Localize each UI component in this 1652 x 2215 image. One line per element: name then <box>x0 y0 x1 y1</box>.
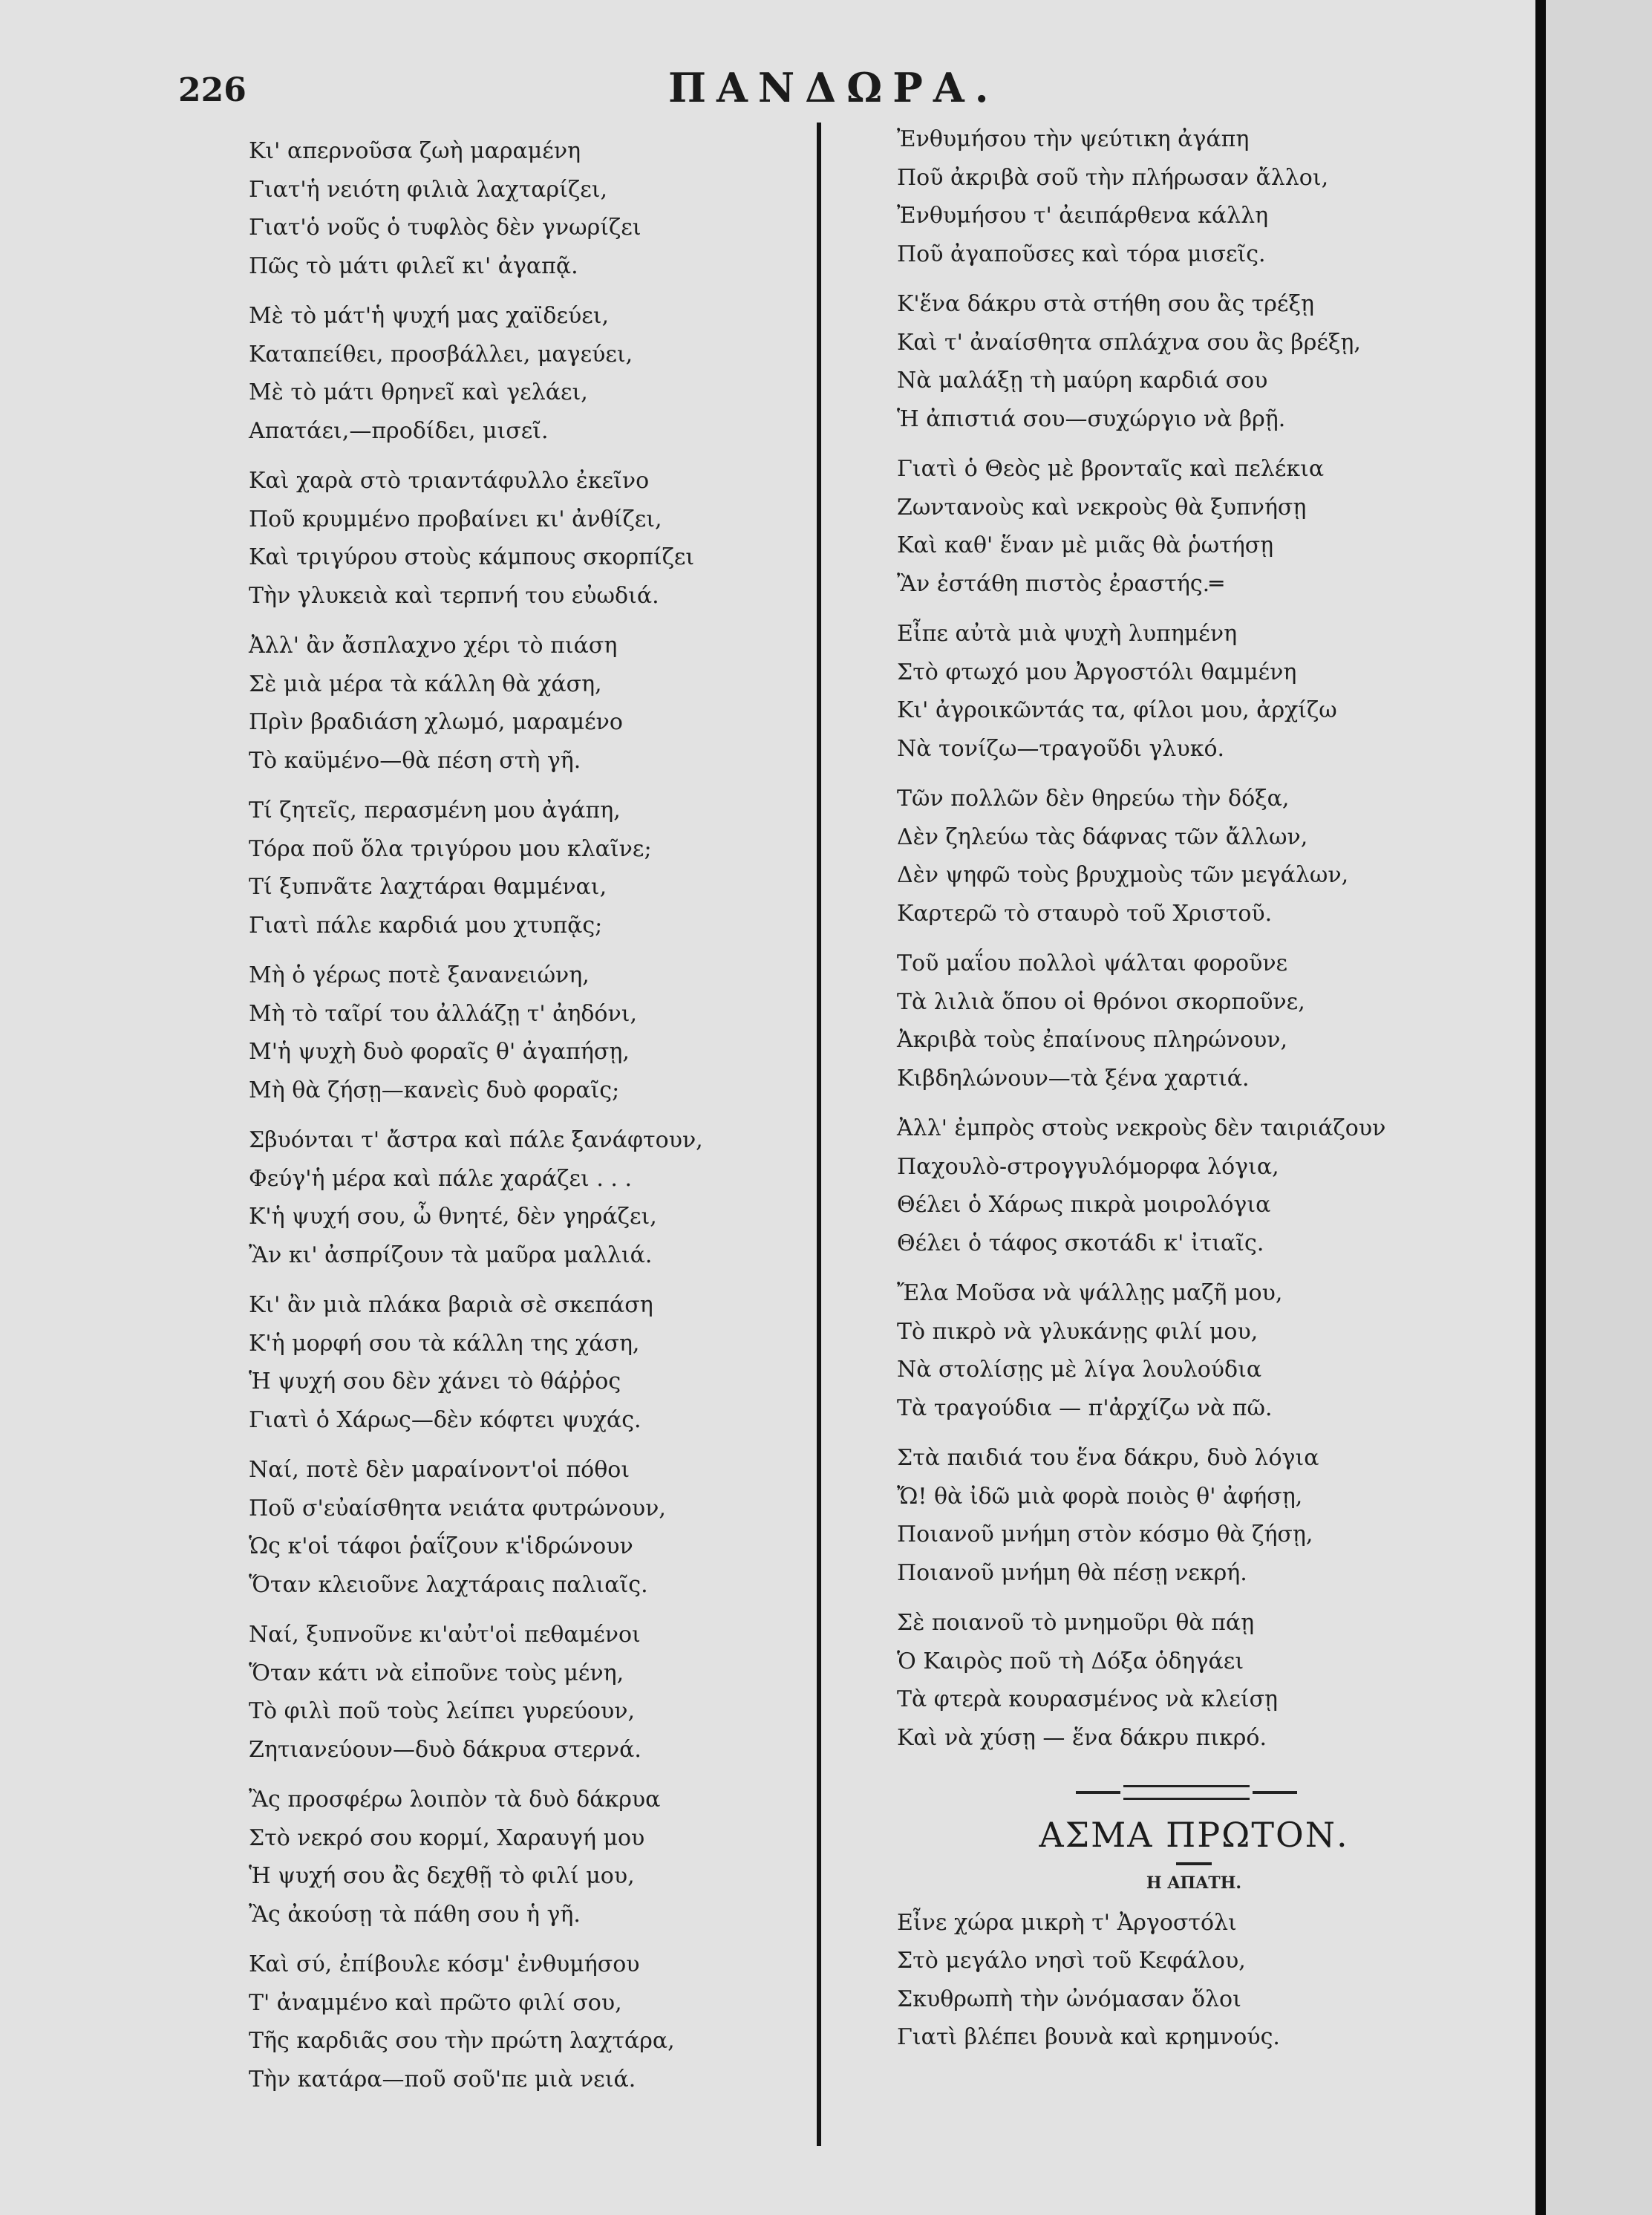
verse-line: Πῶς τὸ μάτι φιλεῖ κι' ἀγαπᾷ. <box>249 252 578 279</box>
verse-line: Ἂς ἀκούσῃ τὰ πάθη σου ἡ γῆ. <box>249 1901 581 1928</box>
verse-line: Πρὶν βραδιάση χλωμό, μαραμένο <box>249 709 623 735</box>
section-subtitle: Η ΑΠΑΤΗ. <box>1146 1873 1242 1893</box>
ornament-knot <box>1123 1785 1250 1800</box>
verse-line: Ζωντανοὺς καὶ νεκροὺς θὰ ξυπνήσῃ <box>897 494 1307 521</box>
verse-line: Θέλει ὁ τάφος σκοτάδι κ' ἰτιαῖς. <box>897 1230 1264 1256</box>
verse-line: Τὴν κατάρα—ποῦ σοῦ'πε μιὰ νειά. <box>249 2066 636 2092</box>
verse-line: Ἡ ἀπιστιά σου—συχώργιο νὰ βρῇ. <box>897 405 1286 432</box>
verse-line: Σβυόνται τ' ἄστρα καὶ πάλε ξανάφτουν, <box>249 1127 703 1153</box>
verse-line: Καὶ χαρὰ στὸ τριαντάφυλλο ἐκεῖνο <box>249 468 650 494</box>
verse-line: Ἂς προσφέρω λοιπὸν τὰ δυὸ δάκρυα <box>249 1787 661 1813</box>
verse-line: Σκυθρωπὴ τὴν ὠνόμασαν ὅλοι <box>897 1986 1241 2012</box>
stanza <box>249 1781 798 1934</box>
verse-line: Παχουλὸ-στρογγυλόμορφα λόγια, <box>897 1153 1279 1180</box>
verse-line: Μὴ θὰ ζήσῃ—κανεὶς δυὸ φοραῖς; <box>249 1077 620 1103</box>
right-column-verses <box>897 120 1461 1757</box>
title-rule <box>1176 1862 1212 1865</box>
verse-line: Γιατ'ὁ νοῦς ὁ τυφλὸς δὲν γνωρίζει <box>249 215 641 241</box>
verse-line: Δὲν ψηφῶ τοὺς βρυχμοὺς τῶν μεγάλων, <box>897 862 1349 888</box>
stanza <box>897 945 1461 1097</box>
stanza <box>897 120 1461 273</box>
verse-line: Κι' ἀγροικῶντάς τα, φίλοι μου, ἀρχίζω <box>897 697 1337 723</box>
verse-line: Καὶ καθ' ἕναν μὲ μιᾶς θὰ ῥωτήσῃ <box>897 532 1274 558</box>
verse-line: Ὤ! θὰ ἰδῶ μιὰ φορὰ ποιὸς θ' ἀφήσῃ, <box>897 1483 1303 1510</box>
verse-line: Τὸ φιλὶ ποῦ τοὺς λείπει γυρεύουν, <box>249 1698 636 1724</box>
verse-line: Τὰ λιλιὰ ὅπου οἱ θρόνοι σκορποῦνε, <box>897 988 1305 1015</box>
verse-line: Σὲ μιὰ μέρα τὰ κάλλη θὰ χάση, <box>249 671 602 697</box>
verse-line: Γιατ'ἡ νειότη φιλιὰ λαχταρίζει, <box>249 176 608 203</box>
verse-line: Κ'ἕνα δάκρυ στὰ στήθη σου ἂς τρέξῃ <box>897 291 1314 317</box>
stanza <box>249 1451 798 1604</box>
ornament-bar-left <box>1076 1791 1120 1794</box>
stanza <box>249 1616 798 1769</box>
verse-line: Καταπείθει, προσβάλλει, μαγεύει, <box>249 341 633 368</box>
verse-line: Μὲ τὸ μάτι θρηνεῖ καὶ γελάει, <box>249 379 588 405</box>
stanza <box>897 1439 1461 1592</box>
verse-line: Καὶ τ' ἀναίσθητα σπλάχνα σου ἂς βρέξῃ, <box>897 329 1361 356</box>
verse-line: Ὅταν κάτι νὰ εἰποῦνε τοὺς μένη, <box>249 1660 624 1686</box>
verse-line: Ἐνθυμήσου τ' ἀειπάρθενα κάλλη <box>897 203 1269 229</box>
column-divider <box>817 123 821 2146</box>
stanza <box>249 956 798 1109</box>
verse-line: Σὲ ποιανοῦ τὸ μνημοῦρι θὰ πάῃ <box>897 1610 1255 1636</box>
verse-line: Στὸ νεκρό σου κορμί, Χαραυγή μου <box>249 1824 645 1851</box>
verse-line: Γιατὶ ὁ Χάρως—δὲν κόφτει ψυχάς. <box>249 1406 641 1433</box>
verse-line: Ζητιανεύουν—δυὸ δάκρυα στερνά. <box>249 1736 641 1763</box>
section-title: ΑΣΜΑ ΠΡΩΤΟΝ. <box>1039 1815 1349 1855</box>
facing-page-edge <box>1546 0 1652 2215</box>
verse-line: Φεύγ'ἡ μέρα καὶ πάλε χαράζει . . . <box>249 1165 633 1192</box>
verse-line: Νὰ τονίζω—τραγοῦδι γλυκό. <box>897 735 1225 762</box>
verse-line: Κ'ἡ ψυχή σου, ὦ θνητέ, δὲν γηράζει, <box>249 1204 657 1230</box>
verse-line: Καὶ νὰ χύσῃ — ἕνα δάκρυ πικρό. <box>897 1724 1267 1751</box>
verse-line: Ἀκριβὰ τοὺς ἐπαίνους πληρώνουν, <box>897 1027 1288 1053</box>
verse-line: Ἀλλ' ἂν ἄσπλαχνο χέρι τὸ πιάση <box>249 633 618 659</box>
verse-line: Ναί, ξυπνοῦνε κι'αὐτ'οἱ πεθαμένοι <box>249 1622 641 1648</box>
stanza <box>249 132 798 285</box>
stanza <box>897 780 1461 933</box>
stanza <box>897 1109 1461 1262</box>
verse-line: Τὸ καϋμένο—θὰ πέση στὴ γῆ. <box>249 747 581 774</box>
verse-line: Ποῦ σ'εὐαίσθητα νειάτα φυτρώνουν, <box>249 1495 666 1521</box>
verse-line: Στὸ φτωχό μου Ἀργοστόλι θαμμένη <box>897 659 1297 685</box>
stanza <box>249 1121 798 1274</box>
verse-line: Δὲν ζηλεύω τὰς δάφνας τῶν ἄλλων, <box>897 823 1308 850</box>
verse-line: Ἔλα Μοῦσα νὰ ψάλλῃς μαζῆ μου, <box>897 1280 1283 1306</box>
verse-line: Μὴ τὸ ταῖρί του ἀλλάζῃ τ' ἀηδόνι, <box>249 1000 637 1027</box>
verse-line: Ἀλλ' ἐμπρὸς στοὺς νεκροὺς δὲν ταιριάζουν <box>897 1115 1386 1141</box>
verse-line: Καὶ σύ, ἐπίβουλε κόσμ' ἐνθυμήσου <box>249 1951 640 1977</box>
verse-line: Κι' απερνοῦσα ζωὴ μαραμένη <box>249 138 581 164</box>
verse-line: Νὰ στολίσῃς μὲ λίγα λουλούδια <box>897 1357 1262 1383</box>
verse-line: Ποῦ ἀγαποῦσες καὶ τόρα μισεῖς. <box>897 241 1266 267</box>
verse-line: Γιατὶ πάλε καρδιά μου χτυπᾷς; <box>249 912 603 939</box>
verse-line: Ναί, ποτὲ δὲν μαραίνοντ'οἱ πόθοι <box>249 1457 630 1483</box>
stanza <box>249 1945 798 2098</box>
verse-line: Γιατὶ βλέπει βουνὰ καὶ κρημνούς. <box>897 2024 1280 2050</box>
verse-line: Μ'ἡ ψυχὴ δυὸ φοραῖς θ' ἀγαπήσῃ, <box>249 1039 630 1065</box>
verse-line: Κ'ἡ μορφή σου τὰ κάλλη της χάση, <box>249 1330 640 1357</box>
page-number: 226 <box>178 71 247 109</box>
verse-line: Τὴν γλυκειὰ καὶ τερπνή του εὐωδιά. <box>249 582 659 609</box>
verse-line: Κι' ἂν μιὰ πλάκα βαριὰ σὲ σκεπάση <box>249 1292 653 1318</box>
stanza <box>897 1604 1461 1757</box>
verse-line: Απατάει,—προδίδει, μισεῖ. <box>249 417 549 444</box>
stanza <box>249 627 798 780</box>
ornament-bar-right <box>1253 1791 1297 1794</box>
stanza <box>897 1274 1461 1427</box>
verse-line: Τόρα ποῦ ὅλα τριγύρου μου κλαῖνε; <box>249 835 652 862</box>
verse-line: Ἡ ψυχή σου δὲν χάνει τὸ θάῤῥος <box>249 1369 621 1394</box>
verse-line: Ἂν κι' ἀσπρίζουν τὰ μαῦρα μαλλιά. <box>249 1242 653 1268</box>
left-column <box>249 132 798 2110</box>
verse-line: Ὁ Καιρὸς ποῦ τὴ Δόξα ὁδηγάει <box>897 1648 1244 1674</box>
verse-line: Καὶ τριγύρου στοὺς κάμπους σκορπίζει <box>249 544 695 570</box>
verse-line: Στὰ παιδιά του ἕνα δάκρυ, δυὸ λόγια <box>897 1445 1319 1471</box>
verse-line: Θέλει ὁ Χάρως πικρὰ μοιρολόγια <box>897 1192 1271 1218</box>
verse-line: Ποιανοῦ μνήμη στὸν κόσμο θὰ ζήσῃ, <box>897 1521 1313 1547</box>
verse-line: Ποῦ ἀκριβὰ σοῦ τὴν πλήρωσαν ἄλλοι, <box>897 164 1329 191</box>
verse-line: Καρτερῶ τὸ σταυρὸ τοῦ Χριστοῦ. <box>897 900 1273 927</box>
binding-gutter <box>1535 0 1546 2215</box>
verse-line: Τ' ἀναμμένο καὶ πρῶτο φιλί σου, <box>249 1989 622 2016</box>
verse-line: Τί ξυπνᾶτε λαχτάραι θαμμέναι, <box>249 874 607 900</box>
verse-line: Μὴ ὁ γέρως ποτὲ ξανανειώνη, <box>249 962 590 988</box>
verse-line: Τοῦ μαΐου πολλοὶ ψάλται φοροῦνε <box>897 950 1288 976</box>
verse-line: Ὅταν κλειοῦνε λαχτάραις παλιαῖς. <box>249 1571 648 1598</box>
verse-line: Εἶνε χώρα μικρὴ τ' Ἀργοστόλι <box>897 1909 1237 1936</box>
verse-line: Τῆς καρδιᾶς σου τὴν πρώτη λαχτάρα, <box>249 2028 675 2054</box>
verse-line: Ἐνθυμήσου τὴν ψεύτικη ἀγάπη <box>897 126 1250 152</box>
verse-line: Στὸ μεγάλο νησὶ τοῦ Κεφάλου, <box>897 1948 1246 1974</box>
verse-line: Τὰ φτερὰ κουρασμένος νὰ κλείσῃ <box>897 1686 1279 1712</box>
verse-line: Εἶπε αὐτὰ μιὰ ψυχὴ λυπημένη <box>897 621 1238 647</box>
verse-line: Γιατὶ ὁ Θεὸς μὲ βρονταῖς καὶ πελέκια <box>897 456 1325 482</box>
stanza <box>897 1904 1461 2057</box>
stanza <box>249 792 798 945</box>
verse-line: Τί ζητεῖς, περασμένη μου ἀγάπη, <box>249 797 621 823</box>
verse-line: Νὰ μαλάξῃ τὴ μαύρη καρδιά σου <box>897 368 1268 394</box>
verse-line: Ἂν ἐστάθη πιστὸς ἐραστής.═ <box>897 570 1224 597</box>
stanza <box>897 285 1461 438</box>
stanza <box>249 297 798 450</box>
verse-line: Ἡ ψυχή σου ἂς δεχθῇ τὸ φιλί μου, <box>249 1863 635 1889</box>
right-column <box>897 120 1461 2069</box>
section-ornament <box>897 1782 1461 1803</box>
verse-line: Ὡς κ'οἱ τάφοι ῥαΐζουν κ'ἱδρώνουν <box>249 1533 633 1559</box>
stanza <box>897 450 1461 603</box>
verse-line: Μὲ τὸ μάτ'ἡ ψυχή μας χαϊδεύει, <box>249 303 610 329</box>
stanza <box>249 1286 798 1439</box>
running-title: ΠΑΝΔΩΡΑ. <box>668 64 999 111</box>
verse-line: Τὸ πικρὸ νὰ γλυκάνῃς φιλί μου, <box>897 1318 1258 1345</box>
verse-line: Κιβδηλώνουν—τὰ ξένα χαρτιά. <box>897 1065 1250 1092</box>
stanza <box>249 462 798 615</box>
verse-line: Ποῦ κρυμμένο προβαίνει κι' ἀνθίζει, <box>249 506 662 532</box>
verse-line: Τὰ τραγούδια — π'ἀρχίζω νὰ πῶ. <box>897 1394 1273 1421</box>
verse-line: Ποιανοῦ μνήμη θὰ πέσῃ νεκρή. <box>897 1559 1247 1586</box>
section-verses <box>897 1904 1461 2057</box>
stanza <box>897 615 1461 768</box>
verse-line: Τῶν πολλῶν δὲν θηρεύω τὴν δόξα, <box>897 786 1290 812</box>
